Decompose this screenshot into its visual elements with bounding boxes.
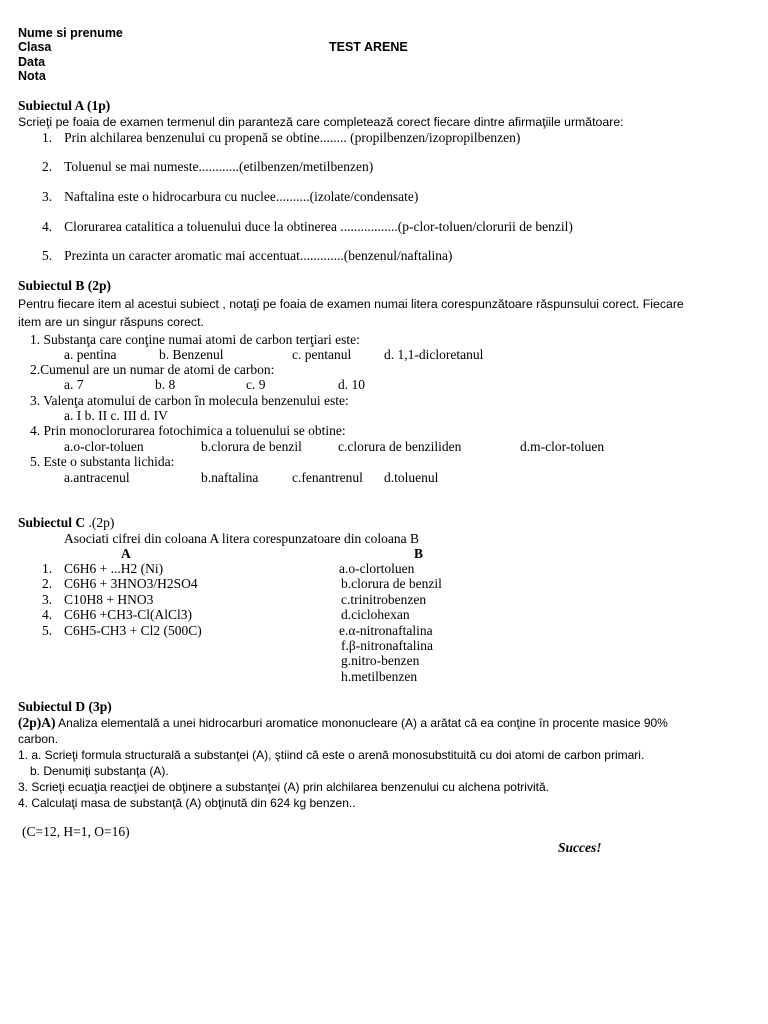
- column-b-item: e.α-nitronaftalina: [339, 623, 433, 638]
- option: a.o-clor-toluen: [64, 439, 144, 454]
- column-b-item: a.o-clortoluen: [339, 561, 415, 576]
- section-a-instruction: Scrieţi pe foaia de examen termenul din paranteză care completează corect fiecare dintre afirmaţiile următoare:: [18, 115, 624, 129]
- column-a-formula: C6H6 + ...H2 (Ni): [64, 561, 164, 576]
- column-a-item: 1.: [42, 561, 53, 576]
- question-text: 4. Prin monoclorurarea fotochimica a toluenului se obtine:: [30, 423, 346, 438]
- option: c.clorura de benziliden: [338, 439, 462, 454]
- section-d-q3: 3. Scrieţi ecuaţia reacţiei de obţinere a substanţei (A) prin alchilarea benzenului cu alchena potrivită.: [18, 780, 549, 794]
- class-label: Clasa: [18, 40, 52, 54]
- section-d-q4: 4. Calculaţi masa de substanţă (A) obţinută din 624 kg benzen..: [18, 796, 356, 810]
- column-b-item: h.metilbenzen: [341, 669, 418, 684]
- option: b.clorura de benzil: [201, 439, 302, 454]
- question-text: 5. Este o substanta lichida:: [30, 454, 175, 469]
- option: c. pentanul: [292, 347, 352, 362]
- section-a-title: Subiectul A (1p): [18, 98, 111, 113]
- option: c. 9: [246, 377, 266, 392]
- option: a. I b. II c. III d. IV: [64, 408, 168, 423]
- section-b-instruction: item are un singur răspuns corect.: [18, 315, 204, 329]
- column-a-formula: C6H6 + 3HNO3/H2SO4: [64, 576, 198, 591]
- question-text: 1. Substanţa care conţine numai atomi de carbon terţiari este:: [30, 332, 360, 347]
- closing-text: Succes!: [558, 840, 602, 855]
- column-b-item: g.nitro-benzen: [341, 653, 420, 668]
- section-d-q1a: 1. a. Scrieţi formula structurală a substanţei (A), ştiind că este o arenă monosubstituită cu doi atomi de carbon primari.: [18, 748, 645, 762]
- name-label: Nume si prenume: [18, 26, 123, 40]
- column-b-item: c.trinitrobenzen: [341, 592, 427, 607]
- option: d. 10: [338, 377, 365, 392]
- section-a-item: 3. Naftalina este o hidrocarbura cu nuclee..........(izolate/condensate): [42, 189, 419, 204]
- option: d. 1,1-dicloretanul: [384, 347, 484, 362]
- option: b.naftalina: [201, 470, 259, 485]
- date-label: Data: [18, 55, 46, 69]
- page-title: TEST ARENE: [329, 40, 408, 54]
- option: a.antracenul: [64, 470, 130, 485]
- column-b-item: f.β-nitronaftalina: [341, 638, 433, 653]
- section-d-title: Subiectul D (3p): [18, 699, 112, 714]
- column-a-item: 3.: [42, 592, 53, 607]
- section-a-item: 2. Toluenul se mai numeste............(etilbenzen/metilbenzen): [42, 159, 374, 174]
- section-b-instruction: Pentru fiecare item al acestui subiect , notaţi pe foaia de examen numai litera corespunzătoare răspunsului corect. Fiecare: [18, 297, 684, 311]
- atomic-masses: (C=12, H=1, O=16): [22, 824, 130, 839]
- column-a-formula: C6H6 +CH3-Cl(AlCl3): [64, 607, 192, 622]
- option: a. pentina: [64, 347, 117, 362]
- column-a-item: 2.: [42, 576, 53, 591]
- column-a-item: 5.: [42, 623, 53, 638]
- question-text: 3. Valenţa atomului de carbon în molecula benzenului este:: [30, 393, 349, 408]
- section-d-part-a: (2p)A) Analiza elementală a unei hidrocarburi aromatice mononucleare (A) a arătat că ea conţine în procente masice 90%: [18, 715, 668, 730]
- column-a-formula: C10H8 + HNO3: [64, 592, 154, 607]
- section-a-item: 4. Clorurarea catalitica a toluenului duce la obtinerea .................(p-clor-toluen/clorurii de benzil): [42, 219, 573, 234]
- section-d-q1b: b. Denumiţi substanţa (A).: [30, 764, 169, 778]
- section-a-item: 1. Prin alchilarea benzenului cu propenă se obtine........ (propilbenzen/izopropilbenzen): [42, 130, 521, 145]
- column-a-item: 4.: [42, 607, 53, 622]
- section-c-instruction: Asociati cifrei din coloana A litera corespunzatoare din coloana B: [64, 531, 419, 546]
- option: d.m-clor-toluen: [520, 439, 605, 454]
- section-a-item: 5. Prezinta un caracter aromatic mai accentuat.............(benzenul/naftalina): [42, 248, 453, 263]
- column-b-item: b.clorura de benzil: [341, 576, 442, 591]
- column-b-item: d.ciclohexan: [341, 607, 410, 622]
- column-b-header: B: [414, 546, 424, 561]
- section-b-title: Subiectul B (2p): [18, 278, 112, 293]
- section-d-part-a-cont: carbon.: [18, 732, 59, 746]
- question-text: 2.Cumenul are un numar de atomi de carbon:: [30, 362, 275, 377]
- option: b. Benzenul: [159, 347, 224, 362]
- column-a-header: A: [121, 546, 131, 561]
- option: c.fenantrenul: [292, 470, 363, 485]
- option: d.toluenul: [384, 470, 439, 485]
- section-c-title: Subiectul C .(2p): [18, 515, 115, 530]
- column-a-formula: C6H5-CH3 + Cl2 (500C): [64, 623, 202, 638]
- option: a. 7: [64, 377, 84, 392]
- grade-label: Nota: [18, 69, 46, 83]
- option: b. 8: [155, 377, 176, 392]
